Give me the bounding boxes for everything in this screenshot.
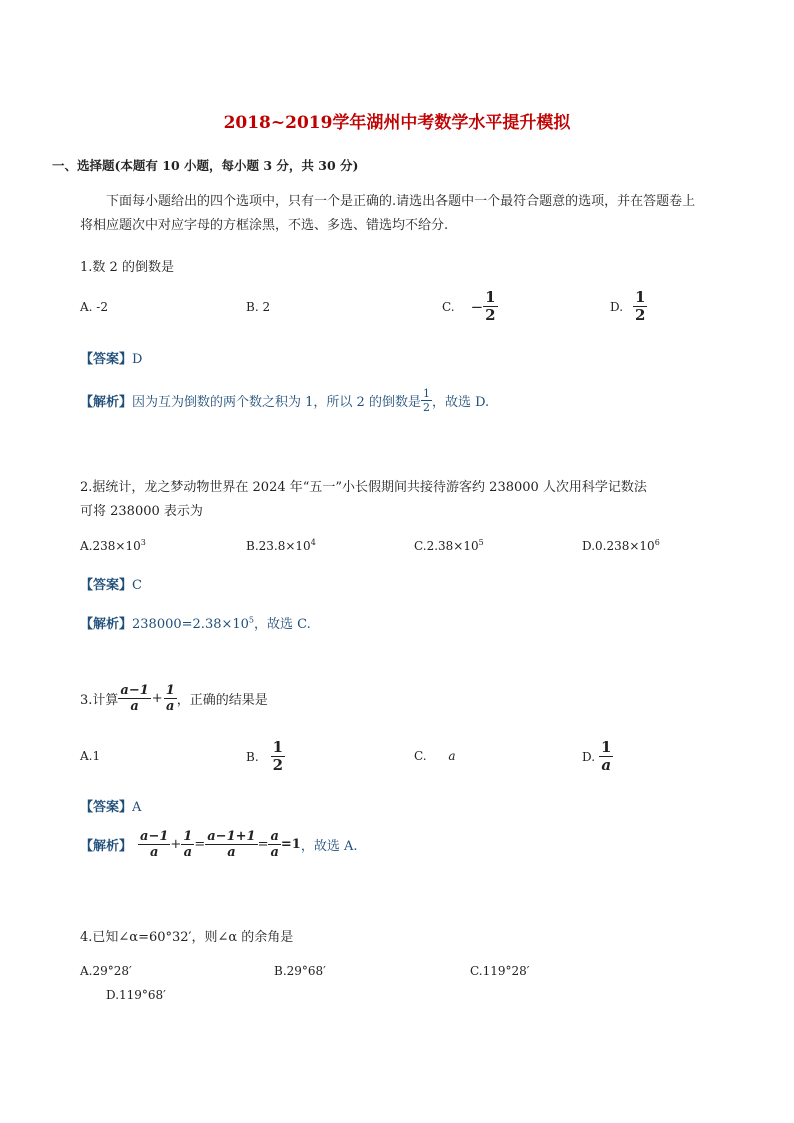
q3-stem-prefix: 3.计算 — [80, 693, 119, 708]
q3-option-d — [582, 740, 613, 773]
q1-option-c-sign: − — [470, 297, 484, 316]
q3-option-c-prefix: C. — [414, 749, 427, 763]
q2-option-d — [582, 538, 660, 553]
q1-analysis-conclusion: ，故选 D. — [431, 395, 490, 410]
fraction-denominator: a — [227, 845, 236, 860]
fraction-denominator: 2 — [422, 401, 430, 414]
instructions-paragraph: 下面每小题给出的四个选项中，只有一个是正确的.请选出各题中一个最符合题意的选项，并在答题卷上将相应题次中对应字母的方框涂黑，不选、多选、错选均不给分. — [80, 194, 696, 233]
q3-answer-value: A — [132, 800, 142, 815]
plus-sign: + — [170, 837, 182, 852]
q1-stem: 1.数 2 的倒数是 — [80, 260, 174, 275]
fraction-numerator: 1 — [601, 738, 612, 756]
page-title: 2018~2019学年湖州中考数学水平提升模拟 — [223, 113, 571, 133]
fraction-numerator: a−1+1 — [207, 829, 256, 844]
q3-option-d-fraction — [599, 740, 613, 773]
q1-option-c-fraction — [483, 290, 497, 323]
q3-stem — [80, 684, 268, 713]
q3-option-c-value: a — [448, 749, 456, 763]
q3-option-a: A.1 — [80, 749, 101, 763]
q1-option-d-prefix: D. — [610, 299, 624, 314]
fraction-denominator: a — [165, 699, 175, 714]
fraction-numerator: a−1 — [120, 683, 149, 698]
q1-answer — [80, 348, 142, 367]
plus-sign: + — [151, 691, 163, 706]
q3-stem-suffix: ，正确的结果是 — [176, 693, 268, 708]
fraction-denominator: a — [130, 699, 139, 714]
equals-one: =1 — [280, 837, 301, 852]
q2-analysis-exponent: 5 — [248, 615, 255, 625]
fraction-denominator: 2 — [485, 306, 496, 324]
q2-option-d-exponent: 6 — [654, 538, 660, 547]
fraction-denominator: a — [270, 845, 279, 860]
fraction-numerator: 1 — [422, 387, 430, 400]
q2-option-c — [414, 538, 484, 553]
q1-option-c — [442, 290, 498, 323]
q4-option-a: A.29°28′ — [80, 964, 132, 978]
fraction-numerator: 1 — [165, 683, 175, 698]
q2-option-b-base: B.23.8×10 — [246, 539, 311, 553]
q4-option-d: D.119°68′ — [106, 988, 166, 1002]
q2-option-a-base: A.238×10 — [80, 539, 141, 553]
fraction-numerator: 1 — [272, 738, 284, 756]
fraction-denominator: a — [601, 756, 612, 774]
q1-option-b: B. 2 — [246, 300, 271, 314]
answer-label: 【答案】 — [80, 800, 133, 815]
q2-option-b-exponent: 4 — [310, 538, 316, 547]
q1-option-d-fraction — [633, 290, 647, 323]
fraction-denominator: a — [149, 845, 159, 860]
q4-option-c: C.119°28′ — [470, 964, 530, 978]
q3-analysis-conclusion: ，故选 A. — [300, 839, 358, 854]
q1-option-d — [610, 290, 647, 323]
fraction-numerator: a−1 — [140, 829, 169, 844]
q3-analysis-fraction-1 — [138, 830, 170, 859]
q4-option-b: B.29°68′ — [274, 964, 326, 978]
q2-option-c-base: C.2.38×10 — [414, 539, 479, 553]
answer-label: 【答案】 — [80, 578, 133, 593]
q3-answer — [80, 796, 141, 815]
fraction-numerator: a — [270, 829, 279, 844]
q3-option-b — [246, 740, 285, 773]
q2-option-c-exponent: 5 — [478, 538, 484, 547]
fraction-numerator: 1 — [485, 288, 496, 306]
q3-option-b-prefix: B. — [246, 749, 259, 764]
q2-stem-line1: 2.据统计，龙之梦动物世界在 2024 年“五一”小长假期间共接待游客约 238000 人次用科学记数法 — [80, 480, 647, 495]
answer-label: 【答案】 — [80, 352, 133, 367]
q3-analysis-fraction-4 — [268, 830, 280, 859]
q3-stem-fraction-2 — [164, 684, 177, 713]
q3-option-b-fraction — [271, 740, 285, 773]
q2-option-a-exponent: 3 — [140, 538, 146, 547]
q2-option-d-base: D.0.238×10 — [582, 539, 655, 553]
q4-stem: 4.已知∠α=60°32′，则∠α 的余角是 — [80, 930, 294, 945]
q1-answer-value: D — [132, 352, 143, 367]
q2-analysis-conclusion: ，故选 C. — [254, 617, 311, 632]
fraction-denominator: 2 — [635, 306, 646, 324]
q3-stem-fraction-1 — [118, 684, 150, 713]
fraction-numerator: 1 — [183, 829, 193, 844]
q1-analysis-text: 因为互为倒数的两个数之积为 1，所以 2 的倒数是 — [132, 395, 421, 410]
q2-option-b — [246, 538, 316, 553]
section-heading: 一、选择题(本题有 10 小题，每小题 3 分，共 30 分) — [52, 158, 359, 173]
q3-analysis — [80, 830, 358, 859]
q2-analysis — [80, 613, 311, 632]
q2-option-a — [80, 538, 146, 553]
analysis-label: 【解析】 — [80, 395, 133, 410]
q2-analysis-base: 238000=2.38×10 — [132, 617, 249, 632]
equals-sign: = — [194, 837, 206, 852]
q2-answer-value: C — [132, 578, 142, 593]
q1-analysis — [80, 388, 489, 413]
q3-analysis-fraction-3 — [205, 830, 257, 859]
q2-stem-line2: 可将 238000 表示为 — [80, 504, 203, 519]
analysis-label: 【解析】 — [80, 617, 133, 632]
fraction-denominator: 2 — [272, 756, 284, 774]
q3-option-d-prefix: D. — [582, 749, 596, 764]
q1-analysis-fraction — [421, 388, 432, 413]
equals-sign: = — [257, 837, 269, 852]
fraction-numerator: 1 — [635, 288, 646, 306]
q3-analysis-fraction-2 — [181, 830, 194, 859]
fraction-denominator: a — [183, 845, 193, 860]
analysis-label: 【解析】 — [80, 839, 133, 854]
q2-answer — [80, 574, 142, 593]
q1-option-a: A. -2 — [80, 300, 108, 314]
q3-option-c — [414, 749, 456, 763]
q1-option-c-prefix: C. — [442, 299, 455, 314]
